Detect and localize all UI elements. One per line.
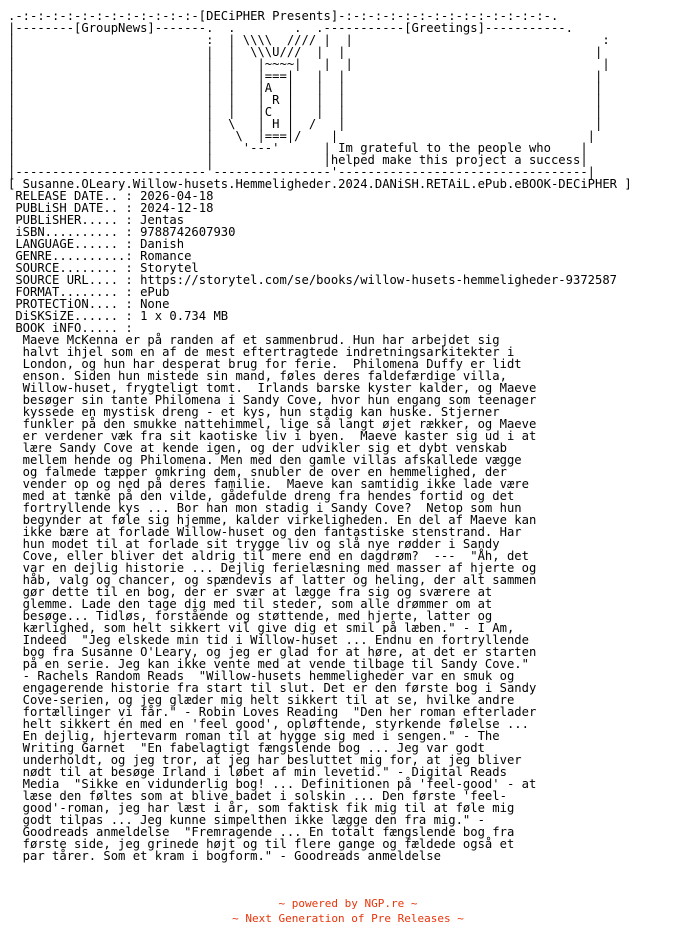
book-info-line: første side, jeg grinede højt og til flere gange og fældede også et bbox=[22, 837, 515, 851]
book-info-line: London, og hun har desperat brug for ferie. Philomena Duffy er lidt bbox=[22, 357, 522, 371]
header-art-line: | | | |A | | | | bbox=[8, 81, 603, 95]
book-info-line: Cove, eller bliver det aldrig til mere end en dagdrøm? --- "Åh, det bbox=[22, 549, 529, 563]
info-line: iSBN.......... : 9788742607930 bbox=[15, 225, 236, 239]
book-info-line: kærlighed, som helt sikkert vil give dig et smil på læben." - I Am, bbox=[22, 621, 515, 635]
book-info-line: Cove-serien, og jeg glæder mig helt sikkert til at se, hvilke andre bbox=[22, 693, 515, 707]
book-info-line: godt tilpas ... Jeg kunne simpelthen ikke lægge den fra mig." - bbox=[22, 813, 485, 827]
header-art-line: | | '---' | Im grateful to the people who | bbox=[8, 141, 588, 155]
book-info-line: - Rachels Random Reads "Willow-husets hemmeligheder var en smuk og bbox=[22, 669, 515, 683]
header-art-line: | | | \\\U/// | | | bbox=[8, 45, 603, 59]
nfo-text bbox=[8, 10, 632, 862]
info-line: SOURCE........ : Storytel bbox=[15, 261, 199, 275]
book-info-line: mellem hende og Philomena. Men med den gamle villas afskallede vægge bbox=[22, 453, 522, 467]
book-info-line: nødt til at besøge Irland i løbet af min levetid." - Digital Reads bbox=[22, 765, 507, 779]
book-info-line: Media "Sikke en vidunderlig bog! ... Definitionen på 'feel-good' - at bbox=[22, 777, 537, 791]
release-title: [ Susanne.OLeary.Willow-husets.Hemmeligheder.2024.DANiSH.RETAiL.ePub.eBOOK-DECiPHER ] bbox=[8, 177, 632, 191]
header-art-line: | | | |===| | | | bbox=[8, 69, 603, 83]
book-info-line: var en dejlig historie ... Dejlig ferielæsning med masser af hjerte og bbox=[22, 561, 537, 575]
header-art-line: .-:-:-:-:-:-:-:-:-:-:-:-:-[DECiPHER Presents]-:-:-:-:-:-:-:-:-:-:-:-:-:-:-. bbox=[8, 9, 559, 23]
info-line: LANGUAGE...... : Danish bbox=[15, 237, 185, 251]
info-line: BOOK iNFO..... : bbox=[15, 321, 133, 335]
book-info-line: Goodreads anmeldelse "Fremragende ... En totalt fængslende bog fra bbox=[22, 825, 515, 839]
info-line: SOURCE URL.... : https://storytel.com/se/books/willow-husets-hemmeligheder-9372587 bbox=[15, 273, 618, 287]
book-info-line: begynder at føle sig hjemme, kalder virkeligheden. En del af Maeve kan bbox=[22, 513, 537, 527]
book-info-line: enson. Siden hun mistede sin mand, føles deres faldefærdige villa, bbox=[22, 369, 507, 383]
book-info-line: med at tænke på den vilde, gådefulde dreng fra hendes fortid og det bbox=[22, 489, 515, 503]
info-line: PUBLiSHER..... : Jentas bbox=[15, 213, 185, 227]
header-art-line: | | | |~~~~| | | | bbox=[8, 57, 610, 71]
info-line: PROTECTiON.... : None bbox=[15, 297, 170, 311]
book-info-line: vender op og ned på deres familie. Maeve kan samtidig ikke lade være bbox=[22, 477, 529, 491]
header-art-line: | : | \\\\ //// | | : bbox=[8, 33, 610, 47]
book-info-line: par tårer. Som et kram i bogform." - Goodreads anmeldelse bbox=[22, 849, 441, 863]
nfo-header-art bbox=[8, 9, 610, 179]
header-art-line: | | |helped make this project a success| bbox=[8, 153, 588, 167]
book-info-line: besøger sin tante Philomena i Sandy Cove, hvor hun engang som teenager bbox=[22, 393, 537, 407]
info-line: GENRE..........: Romance bbox=[15, 249, 192, 263]
header-art-line: | | \ | H | / | | bbox=[8, 117, 603, 131]
book-info-line: engagerende historie fra start til slut. Det er den første bog i Sandy bbox=[22, 681, 537, 695]
book-info-line: lære Sandy Cove at kende igen, og der udvikler sig et dybt venskab bbox=[22, 441, 507, 455]
header-art-line: | | | | R | | | | bbox=[8, 93, 603, 107]
book-info-line: på en serie. Jeg kan ikke vente med at vende tilbage til Sandy Cove." bbox=[22, 657, 529, 671]
book-info-line: underholdt, og jeg tror, at jeg har besluttet mig for, at jeg bliver bbox=[22, 753, 522, 767]
info-line: FORMAT........ : ePub bbox=[15, 285, 170, 299]
book-info-line: besøge... Tidløs, forstående og støttende, med hjerte, latter og bbox=[22, 609, 493, 623]
book-info-line: og falmede tæpper omkring dem, snubler de over en hemmelighed, der bbox=[22, 465, 507, 479]
book-info-line: glemme. Lade den tage dig med til steder, som alle drømmer om at bbox=[22, 597, 493, 611]
info-line: DiSKSiZE...... : 1 x 0.734 MB bbox=[15, 309, 229, 323]
book-info-line: halvt ihjel som en af de mest eftertragtede indretningsarkitekter i bbox=[22, 345, 515, 359]
book-info-line: Writing Garnet "En fabelagtigt fængslende bog ... Jeg var godt bbox=[22, 741, 485, 755]
book-info-line: Indeed "Jeg elskede min tid i Willow-huset ... Endnu en fortryllende bbox=[22, 633, 529, 647]
book-info-line: kyssede en mystisk dreng - et kys, hun stadig kan huske. Stjerner bbox=[22, 405, 500, 419]
header-art-line: | | | |C | | | | bbox=[8, 105, 603, 119]
book-info-line: fortryllende kys ... Bor han mon stadig i Sandy Cove? Netop som hun bbox=[22, 501, 522, 515]
info-line: RELEASE DATE.. : 2026-04-18 bbox=[15, 189, 214, 203]
header-art-line: |--------------------------'----------------'----------------------------------| bbox=[8, 165, 595, 179]
header-art-line: | | \ |===|/ | | bbox=[8, 129, 595, 143]
book-info-line: Maeve McKenna er på randen af et sammenbrud. Hun har arbejdet sig bbox=[22, 333, 500, 347]
book-info-line: En dejlig, hjertevarm roman til at hygge sig med i sengen." - The bbox=[22, 729, 500, 743]
footer-powered-by: ~ powered by NGP.re ~ bbox=[278, 897, 418, 910]
info-line: PUBLiSH DATE.. : 2024-12-18 bbox=[15, 201, 214, 215]
book-info-line: Willow-huset, frygteligt tomt. Irlands barske kyster kalder, og Maeve bbox=[22, 381, 537, 395]
book-info-line: læse den føltes som at blive badet i solskin ... Den første 'feel- bbox=[22, 789, 507, 803]
footer-tagline: ~ Next Generation of Pre Releases ~ bbox=[232, 912, 464, 925]
book-info-line: er verdener væk fra sit kaotiske liv i byen. Maeve kaster sig ud i at bbox=[22, 429, 537, 443]
book-info-line: gør dette til en bog, der er svær at lægge fra sig og sværere at bbox=[22, 585, 493, 599]
book-info-line: bog fra Susanne O'Leary, og jeg er glad for at høre, at det er starten bbox=[22, 645, 537, 659]
book-info-line: hun modet til at forlade sit trygge liv og slå nye rødder i Sandy bbox=[22, 537, 500, 551]
book-info-line: ikke bære at forlade Willow-huset og den fantastiske stenstrand. Har bbox=[22, 525, 522, 539]
book-info-line: fortællinger vi får." - Robin Loves Reading "Den her roman efterlader bbox=[22, 705, 537, 719]
book-info-text bbox=[8, 333, 536, 863]
book-info-line: helt sikkert én med en 'feel good', opløftende, styrkende følelse ... bbox=[22, 717, 529, 731]
book-info-line: håb, valg og chancer, og spændevis af latter og heling, der alt sammen bbox=[22, 573, 537, 587]
header-art-line: |--------[GroupNews]-------. . . .-----------[Greetings]-----------. bbox=[8, 21, 573, 35]
release-info-block bbox=[8, 189, 617, 335]
book-info-line: good'-roman, jeg har læst i år, som faktisk fik mig til at føle mig bbox=[22, 801, 515, 815]
book-info-line: funkler på den smukke nattehimmel, lige så langt øjet rækker, og Maeve bbox=[22, 417, 537, 431]
